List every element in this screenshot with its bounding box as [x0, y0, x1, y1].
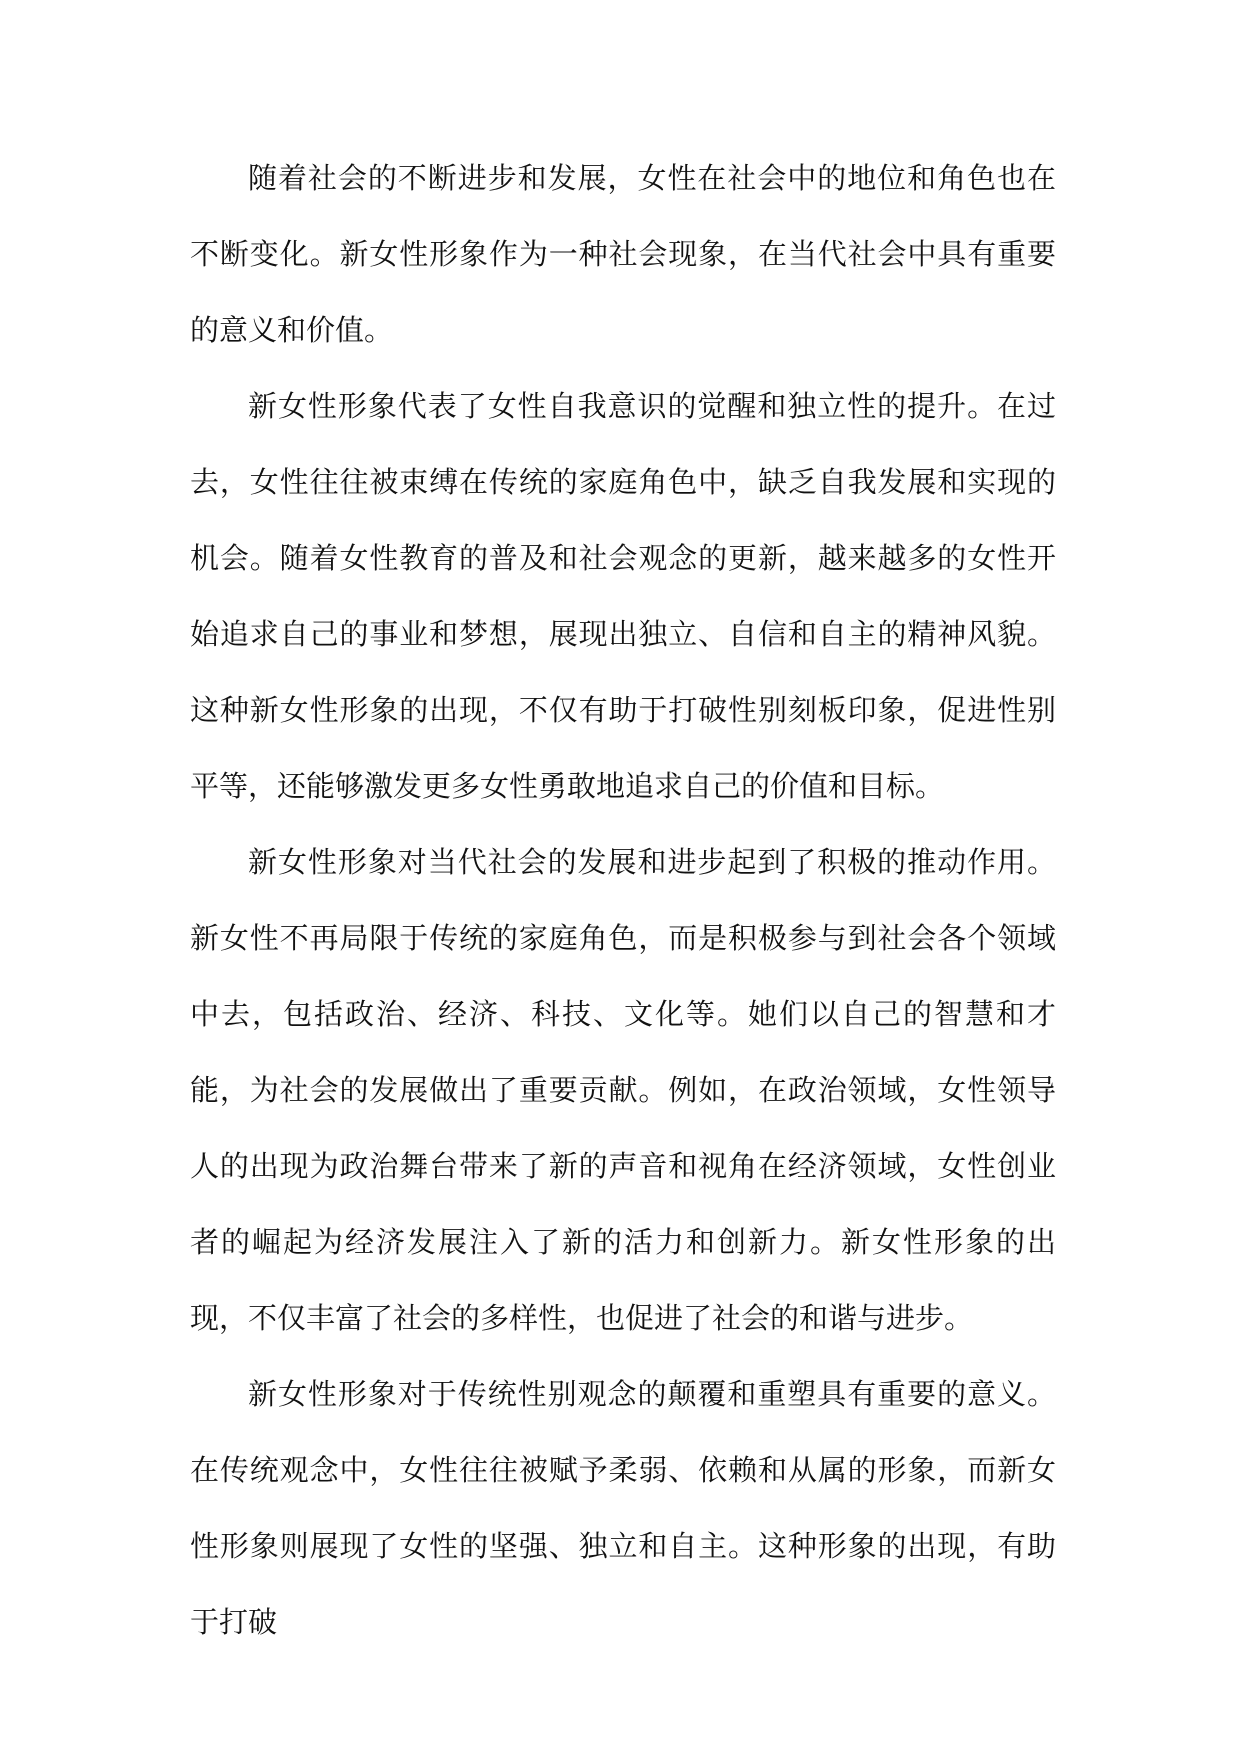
paragraph-4: 新女性形象对于传统性别观念的颠覆和重塑具有重要的意义。在传统观念中，女性往往被赋予柔弱、依赖和从属的形象，而新女性形象则展现了女性的坚强、独立和自主。这种形象的出现，有助于打破	[190, 1377, 1056, 1639]
paragraph-3: 新女性形象对当代社会的发展和进步起到了积极的推动作用。新女性不再局限于传统的家庭角色，而是积极参与到社会各个领域中去，包括政治、经济、科技、文化等。她们以自己的智慧和才能，为社会的发展做出了重要贡献。例如，在政治领域，女性领导人的出现为政治舞台带来了新的声音和视角在经济领域，女性创业者的崛起为经济发展注入了新的活力和创新力。新女性形象的出现，不仅丰富了社会的多样性，也促进了社会的和谐与进步。	[190, 845, 1056, 1335]
document-body	[190, 140, 1056, 1660]
paragraph-1: 随着社会的不断进步和发展，女性在社会中的地位和角色也在不断变化。新女性形象作为一种社会现象，在当代社会中具有重要的意义和价值。	[190, 161, 1056, 347]
paragraph-2: 新女性形象代表了女性自我意识的觉醒和独立性的提升。在过去，女性往往被束缚在传统的家庭角色中，缺乏自我发展和实现的机会。随着女性教育的普及和社会观念的更新，越来越多的女性开始追求自己的事业和梦想，展现出独立、自信和自主的精神风貌。这种新女性形象的出现，不仅有助于打破性别刻板印象，促进性别平等，还能够激发更多女性勇敢地追求自己的价值和目标。	[190, 389, 1056, 803]
